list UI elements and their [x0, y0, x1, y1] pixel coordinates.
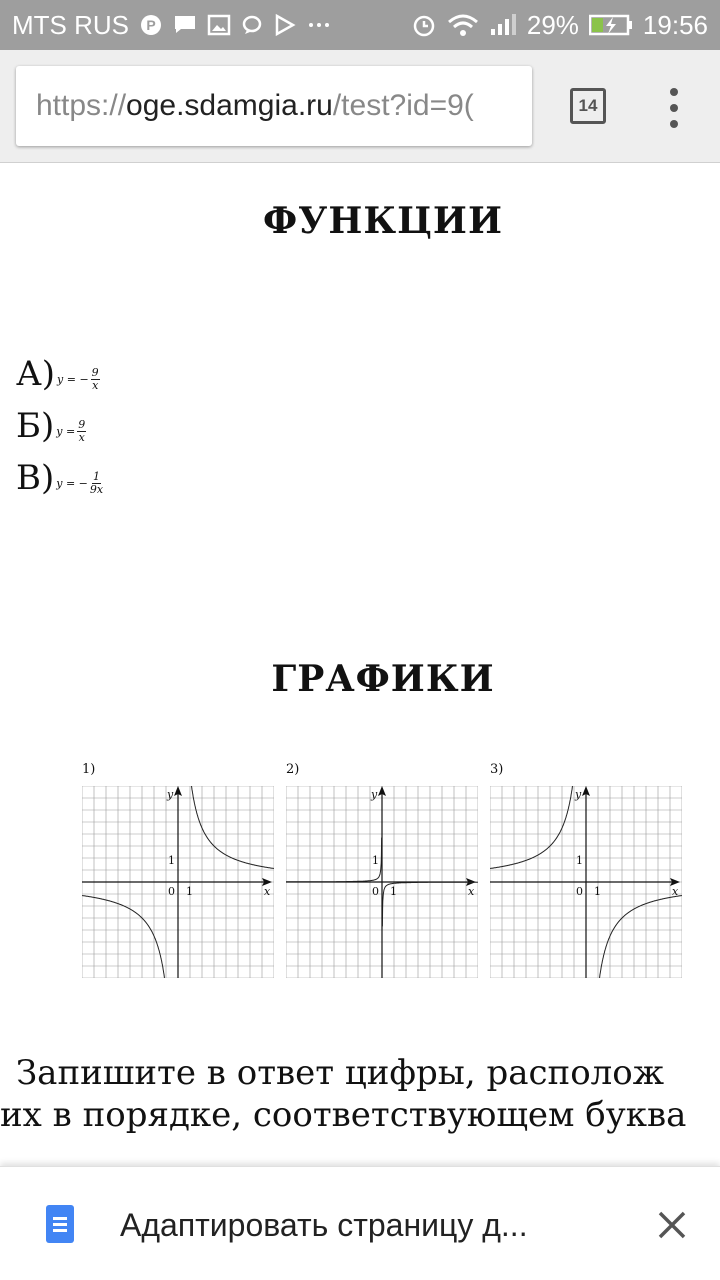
url-path: /test?id=9( [332, 89, 474, 122]
function-row-b [16, 406, 86, 446]
battery-charging-icon [589, 14, 633, 36]
function-letter: А) [16, 354, 56, 394]
function-letter: В) [16, 458, 55, 498]
y-unit-label: 1 [576, 854, 583, 867]
graph-label: 2) [286, 762, 300, 777]
pinterest-icon [139, 13, 163, 37]
url-host: oge.sdamgia.ru [126, 89, 333, 122]
wifi-icon [447, 13, 479, 37]
curve-branch-left [82, 896, 165, 979]
close-icon[interactable] [656, 1209, 688, 1241]
formula-denominator: x [92, 378, 99, 392]
page-content [0, 164, 720, 1164]
origin-label: 0 [168, 885, 175, 898]
function-letter: Б) [16, 406, 55, 446]
y-axis-label: y [575, 788, 582, 801]
graphs-heading: ГРАФИКИ [271, 658, 495, 700]
function-row-c [16, 458, 103, 498]
formula-denominator: 9x [89, 482, 104, 496]
simplified-view-label[interactable]: Адаптировать страницу д... [120, 1207, 528, 1243]
graph-1-plot [82, 786, 274, 978]
browser-toolbar [0, 50, 720, 163]
instruction-line-1: Запишите в ответ цифры, располож [16, 1053, 665, 1093]
formula-lhs: y = − [57, 372, 89, 386]
origin-label: 0 [576, 885, 583, 898]
y-unit-label: 1 [372, 854, 379, 867]
x-unit-label: 1 [390, 885, 397, 898]
y-axis-label: y [167, 788, 174, 801]
y-unit-label: 1 [168, 854, 175, 867]
address-bar[interactable] [16, 66, 532, 146]
svg-text:P: P [146, 17, 156, 33]
function-formula [56, 471, 103, 496]
formula-numerator: 9 [91, 365, 99, 379]
more-notifications-icon [307, 21, 331, 29]
message-icon [173, 14, 197, 36]
function-row-a [16, 354, 100, 394]
battery-percent: 29% [526, 9, 579, 40]
formula-numerator: 1 [93, 469, 100, 483]
graph-label: 1) [82, 762, 96, 777]
x-axis-label: x [468, 885, 475, 898]
status-bar [0, 0, 720, 50]
formula-lhs: y = [56, 424, 76, 438]
formula-numerator: 9 [78, 417, 86, 431]
document-icon [46, 1205, 74, 1243]
x-axis-label: x [672, 885, 679, 898]
signal-icon [489, 13, 517, 37]
instruction-text [0, 1052, 720, 1136]
simplified-view-bar[interactable] [0, 1166, 720, 1280]
tab-switcher-button[interactable]: 14 [570, 88, 606, 124]
y-axis-label: y [371, 788, 378, 801]
formula-lhs: y = − [56, 476, 88, 490]
carrier-label: MTS RUS [12, 9, 129, 40]
x-unit-label: 1 [186, 885, 193, 898]
functions-heading: ФУНКЦИИ [263, 200, 503, 242]
function-formula [56, 419, 86, 444]
play-store-icon [273, 13, 297, 37]
x-axis-label: x [264, 885, 271, 898]
curve-branch-right [191, 786, 274, 869]
origin-label: 0 [372, 885, 379, 898]
graph-label: 3) [490, 762, 504, 777]
clock: 19:56 [642, 9, 708, 40]
function-formula [57, 367, 100, 392]
x-unit-label: 1 [594, 885, 601, 898]
alarm-icon [411, 12, 437, 38]
curve-branch-left [490, 786, 573, 869]
url-scheme: https:// [36, 89, 127, 122]
instruction-line-2: их в порядке, соответствующем буква [0, 1095, 687, 1135]
chat-icon [241, 14, 263, 36]
formula-denominator: x [78, 430, 85, 444]
image-icon [207, 13, 231, 37]
overflow-menu-icon[interactable] [662, 88, 686, 128]
graph-3-plot [490, 786, 682, 978]
curve-branch-right [599, 896, 682, 979]
graph-2-plot [286, 786, 478, 978]
